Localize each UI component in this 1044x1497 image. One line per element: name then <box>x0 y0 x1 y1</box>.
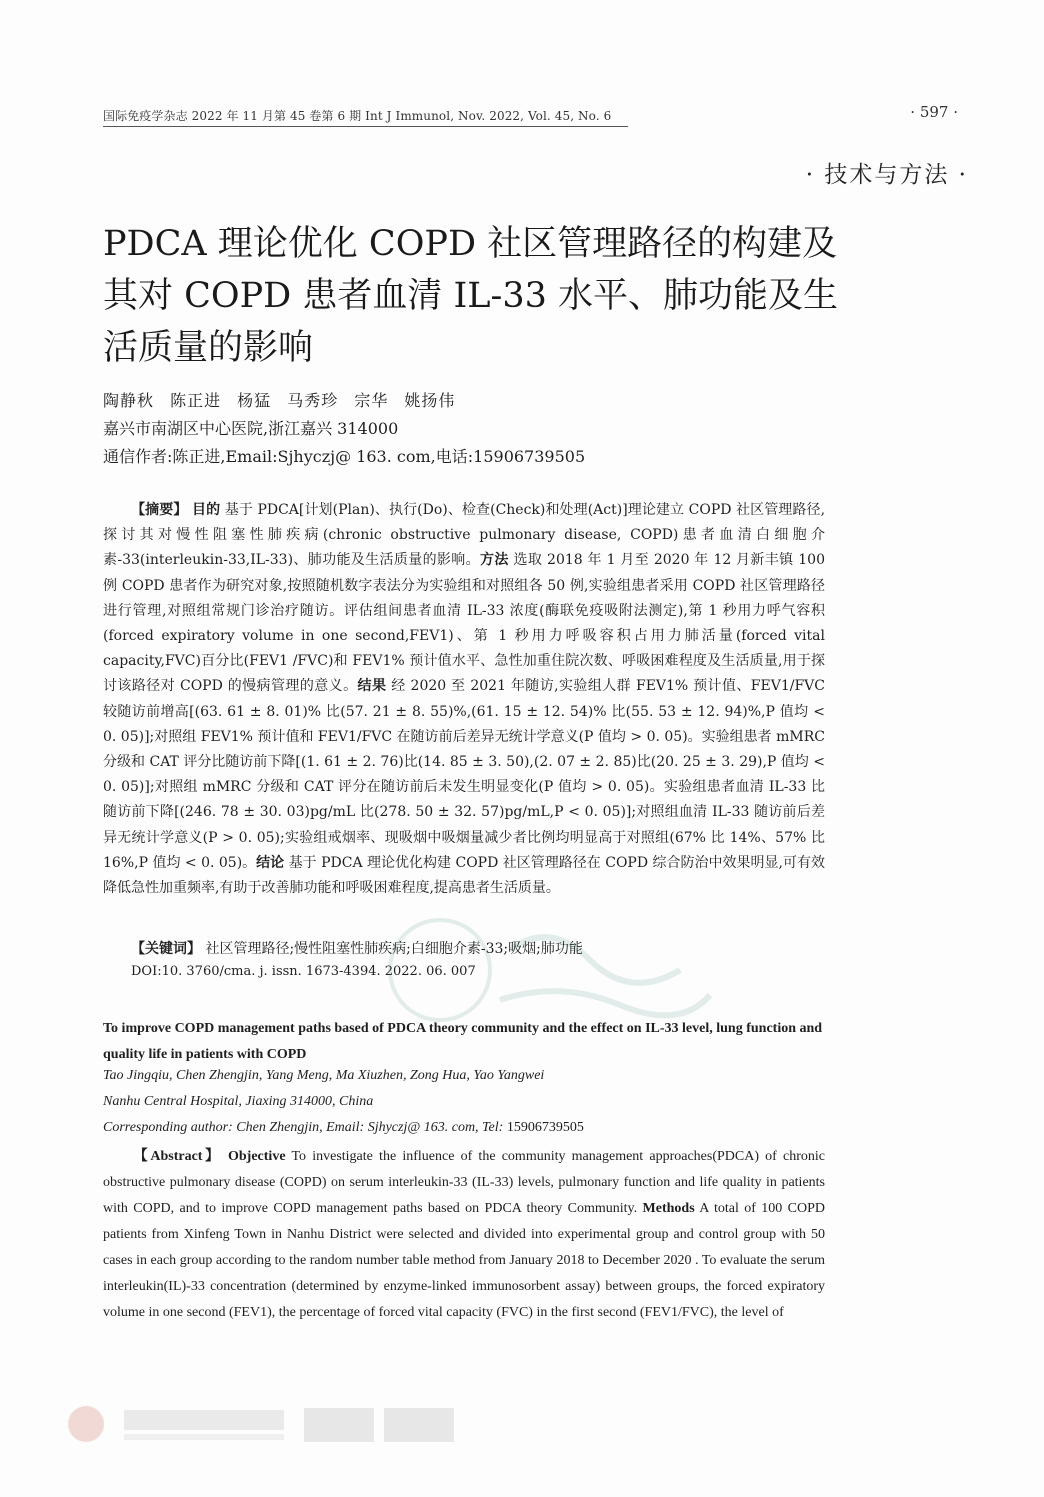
objective-text: 基于 PDCA[计划(Plan)、执行(Do)、检查(Check)和处理(Act)]理论建立 COPD 社区管理路径,探讨其对慢性阻塞性肺疾病(chronic obstructive pulmonary disease, COPD)患者血清白细胞介素-33(interleukin-33,IL-33)、肺功能及生活质量的影响。 <box>103 502 826 569</box>
english-corresponding <box>103 1120 584 1136</box>
publisher-watermark <box>380 910 720 1030</box>
conclusion-label: 结论 <box>256 854 285 871</box>
en-methods-text: A total of 100 COPD patients from Xinfeng Town in Nanhu District were selected and divided into experimental group and control group with 50 cases in each group according to the random number table method from January 2018 to December 2020 . To evaluate the serum interleukin(IL)-33 concentration (determined by enzyme-linked immunosorbent assay) between groups, the forced expiratory volume in one second (FEV1), the percentage of forced vital capacity (FVC) in the first second (FEV1/FVC), the level of <box>103 1201 826 1320</box>
doi: DOI:10. 3760/cma. j. issn. 1673-4394. 2022. 06. 007 <box>131 964 476 979</box>
corresponding-author: 通信作者:陈正进,Email:Sjhyczj@ 163. com,电话:15906739505 <box>103 447 586 466</box>
english-authors: Tao Jingqiu, Chen Zhengjin, Yang Meng, Ma Xiuzhen, Zong Hua, Yao Yangwei <box>103 1068 545 1083</box>
conclusion-text: 基于 PDCA 理论优化构建 COPD 社区管理路径在 COPD 综合防治中效果明显,可有效降低急性加重频率,有助于改善肺功能和呼吸困难程度,提高患者生活质量。 <box>103 854 825 897</box>
en-objective-text: To investigate the influence of the community management approaches(PDCA) of chronic obstructive pulmonary disease (COPD) on serum interleukin-33 (IL-33) levels, pulmonary function and life quality in patients with COPD, and to improve COPD management paths based on PDCA theory Community. <box>103 1149 826 1216</box>
publisher-logo <box>64 1400 484 1448</box>
english-affiliation: Nanhu Central Hospital, Jiaxing 314000, China <box>103 1094 374 1109</box>
objective-label: 目的 <box>192 502 221 518</box>
chinese-abstract <box>103 498 825 901</box>
english-abstract <box>103 1144 825 1326</box>
methods-text: 选取 2018 年 1 月至 2020 年 12 月新丰镇 100 例 COPD 患者作为研究对象,按照随机数字表法分为实验组和对照组各 50 例,实验组患者采用 COPD 社区管理路径进行管理,对照组常规门诊治疗随访。评估组间患者血清 IL-33 浓度(酶联免疫吸附法测定),第 1 秒用力呼气容积(forced expiratory volume in one second,FEV1)、第 1 秒用力呼吸容积占用力肺活量(forced vital capacity,FVC)百分比(FEV1 /FVC)和 FEV1% 预计值水平、急性加重住院次数、呼吸困难程度及生活质量,用于探讨该路径对 COPD 的慢病管理的意义。 <box>103 552 825 695</box>
affiliation: 嘉兴市南湖区中心医院,浙江嘉兴 314000 <box>103 419 399 438</box>
keywords-label: 【关键词】 <box>131 941 201 957</box>
en-objective-label: Objective <box>228 1149 286 1164</box>
author-list: 陶静秋 陈正进 杨猛 马秀珍 宗华 姚扬伟 <box>103 391 456 410</box>
running-header: 国际免疫学杂志 2022 年 11 月第 45 卷第 6 期 Int J Immunol, Nov. 2022, Vol. 45, No. 6 <box>103 109 612 123</box>
english-title: To improve COPD management paths based of PDCA theory community and the effect on IL-33 level, lung function and quality life in patients with COPD <box>103 1021 823 1062</box>
results-label: 结果 <box>357 678 387 695</box>
article-title: PDCA 理论优化 COPD 社区管理路径的构建及其对 COPD 患者血清 IL-33 水平、肺功能及生活质量的影响 <box>103 224 839 368</box>
results-text: 经 2020 至 2021 年随访,实验组人群 FEV1% 预计值、FEV1/FVC 较随访前增高[(63. 61 ± 8. 01)% 比(57. 21 ± 8. 55)%,(61. 15 ± 12. 54)% 比(55. 53 ± 12. 94)%,P 值均 < 0. 05)];对照组 FEV1% 预计值和 FEV1/FVC 在随访前后差异无统计学意义(P 值均 > 0. 05)。实验组患者 mMRC 分级和 CAT 评分比随访前下降[(1. 61 ± 2. 76)比(14. 85 ± 3. 50),(2. 07 ± 2. 85)比(20. 25 ± 3. 29),P 值均 < 0. 05)];对照组 mMRC 分级和 CAT 评分在随访前后未发生明显变化(P 值均 > 0. 05)。实验组患者血清 IL-33 比随访前下降[(246. 78 ± 30. 03)pg/mL 比(278. 50 ± 32. 57)pg/mL,P < 0. 05)];对照组血清 IL-33 随访前后差异无统计学意义(P > 0. 05);实验组戒烟率、现吸烟中吸烟量减少者比例均明显高于对照组(67% 比 14%、57% 比 16%,P 值均 < 0. 05)。 <box>103 678 826 871</box>
abstract-label: 【摘要】 <box>131 502 188 518</box>
section-label: · 技术与方法 · <box>805 162 968 188</box>
en-abstract-label: 【Abstract】 <box>131 1149 222 1164</box>
en-methods-label: Methods <box>642 1201 695 1216</box>
page-number: · 597 · <box>910 103 958 121</box>
english-corr-label: Corresponding author: Chen Zhengjin, Email: Sjhyczj@ 163. com, Tel: <box>103 1120 507 1135</box>
methods-label: 方法 <box>480 552 509 569</box>
english-corr-tel: 15906739505 <box>506 1120 584 1135</box>
header-rule <box>103 126 628 127</box>
keywords-text: 社区管理路径;慢性阻塞性肺疾病;白细胞介素-33;吸烟;肺功能 <box>205 941 583 957</box>
